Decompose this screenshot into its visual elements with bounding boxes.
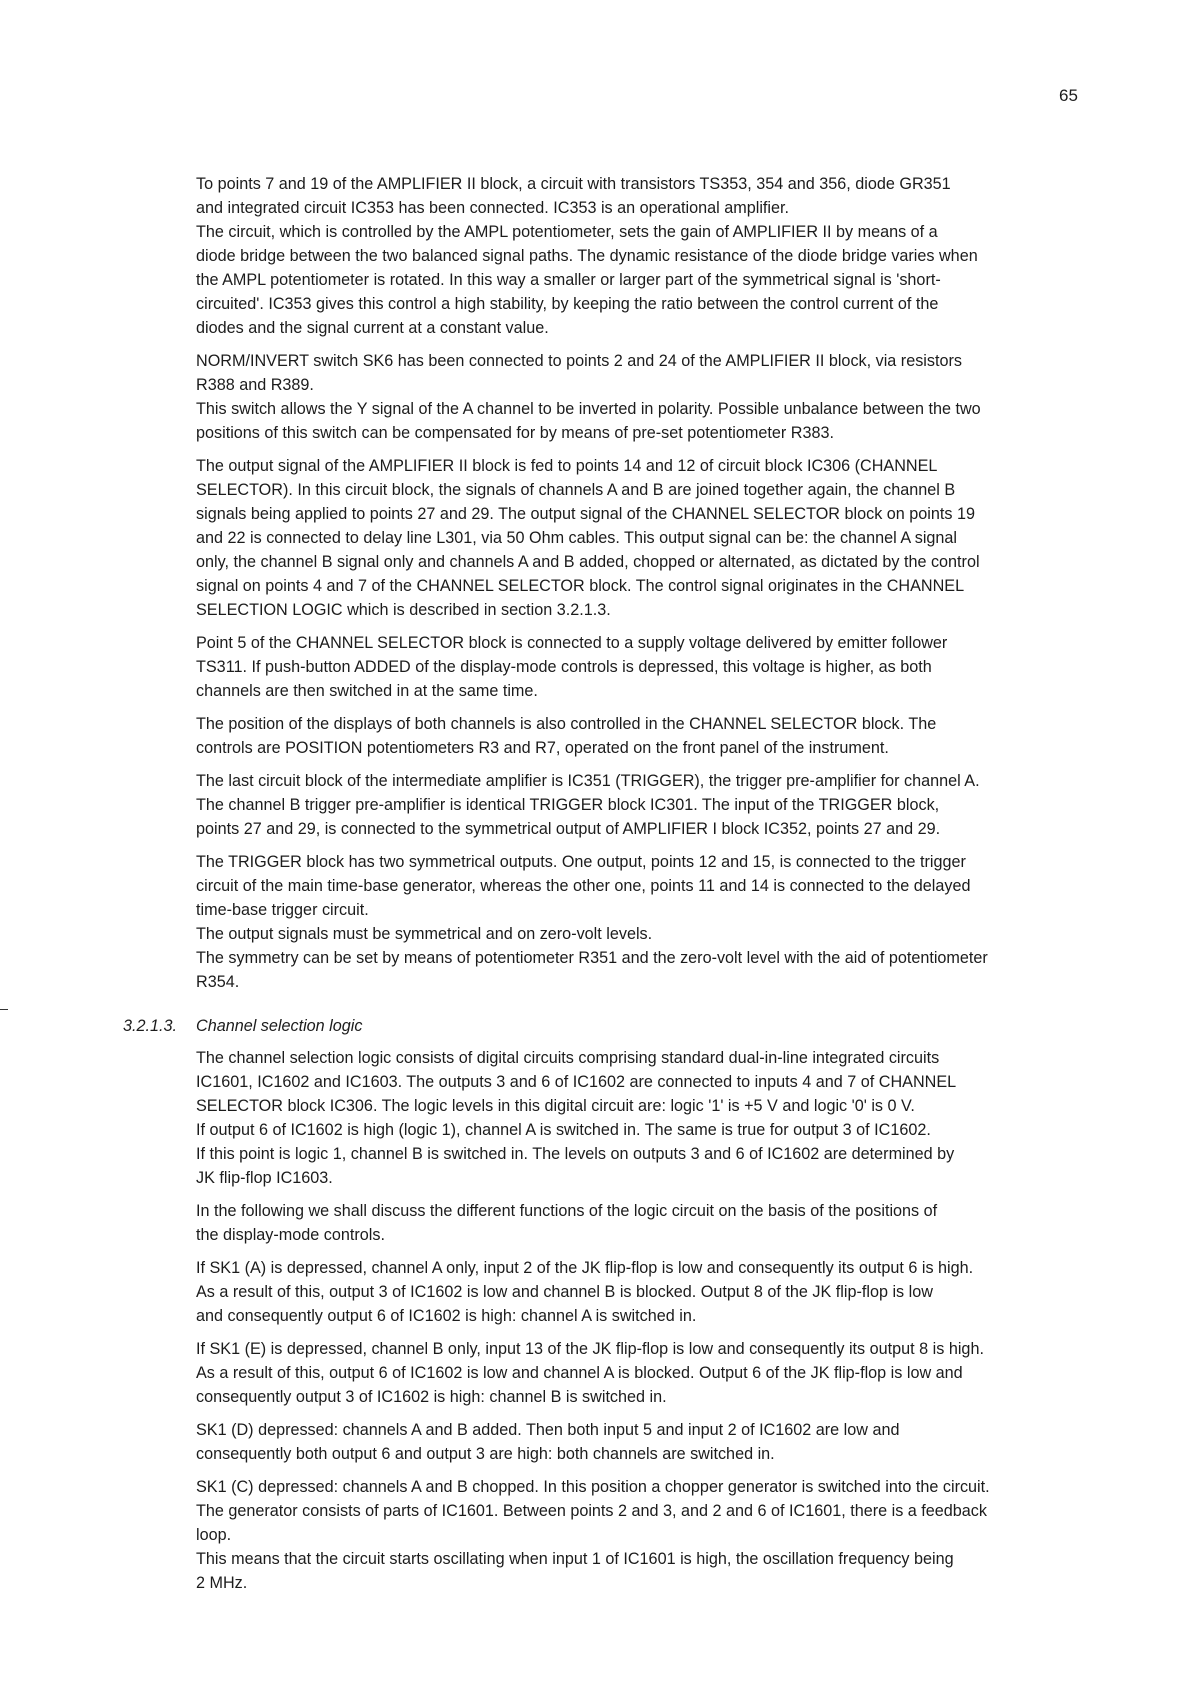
text-line: The circuit, which is controlled by the AMPL potentiometer, sets the gain of AMPLIFIER II by means of a xyxy=(196,223,938,241)
paragraph xyxy=(196,1475,1096,1547)
paragraph xyxy=(196,1046,1096,1118)
paragraph xyxy=(196,712,1096,760)
text-line: positions of this switch can be compensated for by means of pre-set potentiometer R383. xyxy=(196,424,834,442)
section-number: 3.2.1.3. xyxy=(123,1017,178,1035)
text-line: As a result of this, output 3 of IC1602 is low and channel B is blocked. Output 8 of the JK flip-flop is low xyxy=(196,1283,933,1301)
text-line: The generator consists of parts of IC1601. Between points 2 and 3, and 2 and 6 of IC1601, there is a feedback xyxy=(196,1502,987,1520)
paragraph xyxy=(196,1199,1096,1247)
paragraph xyxy=(196,1142,1096,1190)
section-title: Channel selection logic xyxy=(196,1017,363,1035)
body-text-bottom xyxy=(196,1046,1096,1595)
text-line: signals being applied to points 27 and 29. The output signal of the CHANNEL SELECTOR block on points 19 xyxy=(196,505,975,523)
text-line: The TRIGGER block has two symmetrical outputs. One output, points 12 and 15, is connected to the trigger xyxy=(196,853,966,871)
text-line: If this point is logic 1, channel B is switched in. The levels on outputs 3 and 6 of IC1602 are determined by xyxy=(196,1145,955,1163)
text-line: circuited'. IC353 gives this control a high stability, by keeping the ratio between the control current of the xyxy=(196,295,939,313)
text-line: To points 7 and 19 of the AMPLIFIER II block, a circuit with transistors TS353, 354 and 356, diode GR351 xyxy=(196,175,951,193)
text-line: diodes and the signal current at a constant value. xyxy=(196,319,549,337)
text-line: TS311. If push-button ADDED of the display-mode controls is depressed, this voltage is higher, as both xyxy=(196,658,932,676)
text-line: SELECTION LOGIC which is described in section 3.2.1.3. xyxy=(196,601,611,619)
paragraph xyxy=(196,1337,1096,1409)
text-line: and 22 is connected to delay line L301, via 50 Ohm cables. This output signal can be: the channel A signal xyxy=(196,529,958,547)
text-line: SELECTOR block IC306. The logic levels in this digital circuit are: logic '1' is +5 V and logic '0' is 0 V. xyxy=(196,1097,915,1115)
text-line: loop. xyxy=(196,1526,232,1544)
text-line: If output 6 of IC1602 is high (logic 1), channel A is switched in. The same is true for output 3 of IC1602. xyxy=(196,1121,931,1139)
text-line: This means that the circuit starts oscillating when input 1 of IC1601 is high, the oscillation frequency being xyxy=(196,1550,954,1568)
text-line: IC1601, IC1602 and IC1603. The outputs 3 and 6 of IC1602 are connected to inputs 4 and 7 of CHANNEL xyxy=(196,1073,957,1091)
text-line: As a result of this, output 6 of IC1602 is low and channel A is blocked. Output 6 of the JK flip-flop is low and xyxy=(196,1364,963,1382)
paragraph xyxy=(196,946,1096,994)
text-line: circuit of the main time-base generator, whereas the other one, points 11 and 14 is connected to the delayed xyxy=(196,877,971,895)
text-line: Point 5 of the CHANNEL SELECTOR block is connected to a supply voltage delivered by emitter follower xyxy=(196,634,948,652)
paragraph xyxy=(196,1547,1096,1595)
paragraph xyxy=(196,769,1096,841)
paragraph xyxy=(196,922,1096,946)
paragraph xyxy=(196,397,1096,445)
paragraph xyxy=(196,631,1096,703)
page-body xyxy=(123,172,1096,1604)
paragraph xyxy=(196,1256,1096,1328)
paragraph xyxy=(196,454,1096,622)
text-line: signal on points 4 and 7 of the CHANNEL SELECTOR block. The control signal originates in the CHANNEL xyxy=(196,577,965,595)
text-line: The channel selection logic consists of digital circuits comprising standard dual-in-line integrated circuits xyxy=(196,1049,940,1067)
paragraph xyxy=(196,1418,1096,1466)
text-line: only, the channel B signal only and channels A and B added, chopped or alternated, as dictated by the control xyxy=(196,553,980,571)
text-line: The last circuit block of the intermediate amplifier is IC351 (TRIGGER), the trigger pre-amplifier for channel A. xyxy=(196,772,980,790)
text-line: The channel B trigger pre-amplifier is identical TRIGGER block IC301. The input of the TRIGGER block, xyxy=(196,796,940,814)
text-line: JK flip-flop IC1603. xyxy=(196,1169,333,1187)
text-line: The output signal of the AMPLIFIER II block is fed to points 14 and 12 of circuit block IC306 (CHANNEL xyxy=(196,457,938,475)
text-line: diode bridge between the two balanced signal paths. The dynamic resistance of the diode bridge varies when xyxy=(196,247,978,265)
text-line: The output signals must be symmetrical and on zero-volt levels. xyxy=(196,925,653,943)
text-line: SELECTOR). In this circuit block, the signals of channels A and B are joined together again, the channel B xyxy=(196,481,956,499)
text-line: and integrated circuit IC353 has been connected. IC353 is an operational amplifier. xyxy=(196,199,790,217)
text-line: The position of the displays of both channels is also controlled in the CHANNEL SELECTOR block. The xyxy=(196,715,937,733)
text-line: channels are then switched in at the same time. xyxy=(196,682,538,700)
paragraph xyxy=(196,1118,1096,1142)
text-line: R354. xyxy=(196,973,240,991)
text-line: If SK1 (E) is depressed, channel B only, input 13 of the JK flip-flop is low and consequently its output 8 is high. xyxy=(196,1340,984,1358)
text-line: SK1 (C) depressed: channels A and B chopped. In this position a chopper generator is switched into the circuit. xyxy=(196,1478,990,1496)
body-text-top xyxy=(196,172,1096,994)
text-line: and consequently output 6 of IC1602 is high: channel A is switched in. xyxy=(196,1307,697,1325)
paragraph xyxy=(196,850,1096,922)
text-line: This switch allows the Y signal of the A channel to be inverted in polarity. Possible unbalance between the two xyxy=(196,400,981,418)
text-line: the display-mode controls. xyxy=(196,1226,385,1244)
margin-tick xyxy=(0,1009,8,1010)
text-line: In the following we shall discuss the different functions of the logic circuit on the basis of the positions of xyxy=(196,1202,938,1220)
page-number: 65 xyxy=(1059,86,1078,105)
paragraph xyxy=(196,349,1096,397)
text-line: The symmetry can be set by means of potentiometer R351 and the zero-volt level with the aid of potentiometer xyxy=(196,949,988,967)
text-line: points 27 and 29, is connected to the symmetrical output of AMPLIFIER I block IC352, points 27 and 29. xyxy=(196,820,941,838)
paragraph xyxy=(196,172,1096,220)
text-line: If SK1 (A) is depressed, channel A only, input 2 of the JK flip-flop is low and consequently its output 6 is high. xyxy=(196,1259,974,1277)
text-line: R388 and R389. xyxy=(196,376,314,394)
paragraph xyxy=(196,220,1096,340)
section-heading xyxy=(123,1014,1096,1038)
text-line: NORM/INVERT switch SK6 has been connected to points 2 and 24 of the AMPLIFIER II block, via resistors xyxy=(196,352,962,370)
text-line: SK1 (D) depressed: channels A and B added. Then both input 5 and input 2 of IC1602 are low and xyxy=(196,1421,900,1439)
text-line: consequently both output 6 and output 3 are high: both channels are switched in. xyxy=(196,1445,775,1463)
text-line: controls are POSITION potentiometers R3 and R7, operated on the front panel of the instrument. xyxy=(196,739,889,757)
text-line: consequently output 3 of IC1602 is high: channel B is switched in. xyxy=(196,1388,667,1406)
text-line: the AMPL potentiometer is rotated. In this way a smaller or larger part of the symmetrical signal is 'short- xyxy=(196,271,941,289)
text-line: 2 MHz. xyxy=(196,1574,248,1592)
text-line: time-base trigger circuit. xyxy=(196,901,369,919)
